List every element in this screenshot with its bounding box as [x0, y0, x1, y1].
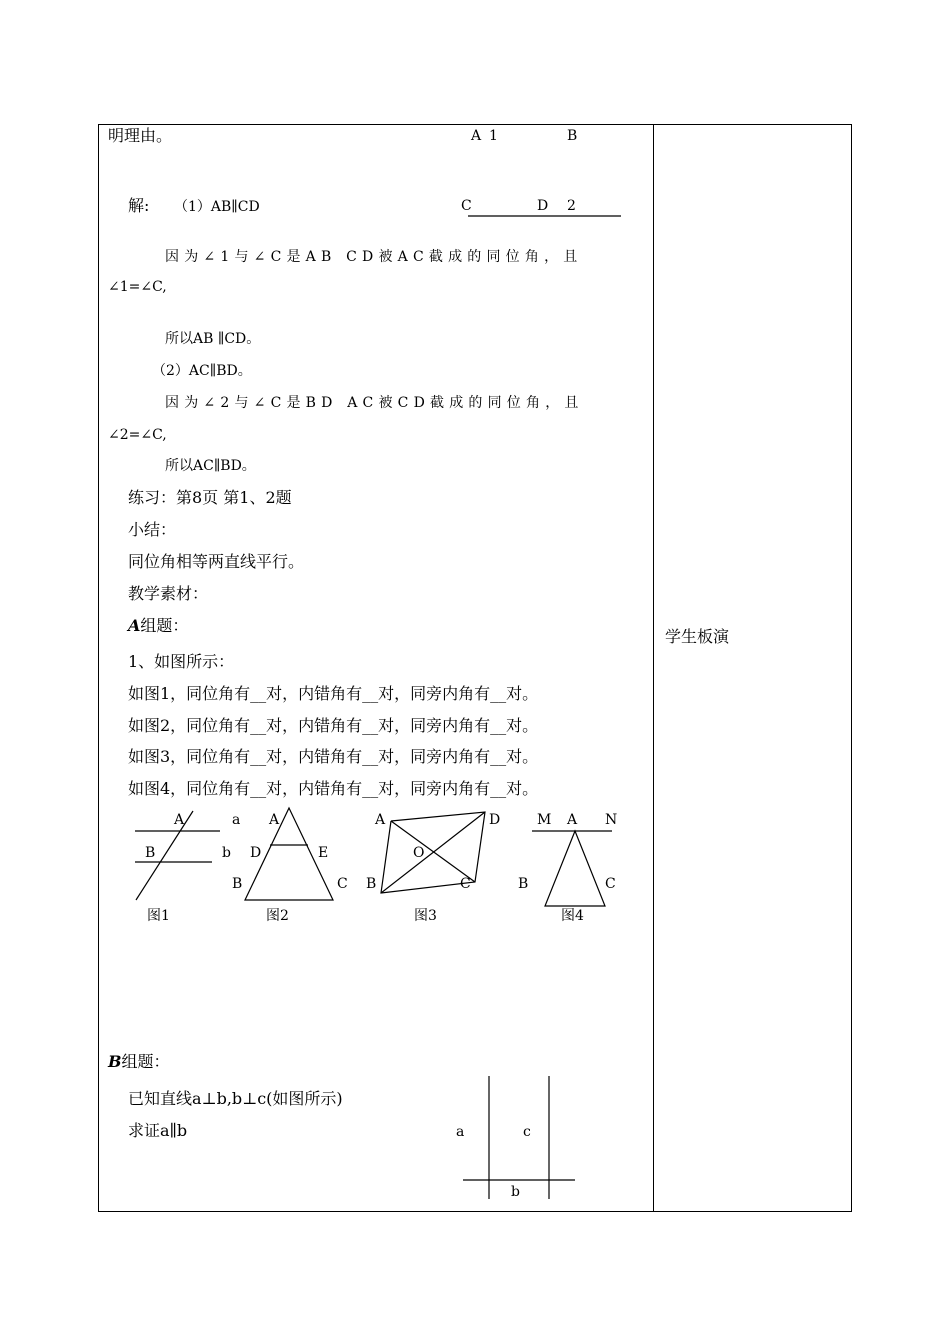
groupA-line-2: 如图2，同位角有__对，内错角有__对，同旁内角有__对。	[128, 716, 539, 735]
groupA-label: 组题：	[140, 616, 189, 635]
groupA-line-1: 如图1，同位角有__对，内错角有__对，同旁内角有__对。	[128, 684, 539, 703]
fig1-caption: 图1	[147, 908, 170, 924]
top-label-B: B	[567, 128, 578, 144]
reason2-line1: 因为∠2与∠C是BD AC被CD截成的同位角，且	[165, 395, 584, 411]
top-label-A: A	[471, 128, 482, 144]
groupA-line-4: 如图4，同位角有__对，内错角有__对，同旁内角有__对。	[128, 779, 539, 798]
reason1-line2: ∠1=∠C,	[108, 279, 167, 295]
fig4-label-A: A	[567, 812, 578, 828]
solution-label: 解:	[128, 196, 150, 215]
fig4-label-B: B	[518, 876, 529, 892]
intro-text: 明理由。	[108, 126, 173, 145]
top-label-2: 2	[567, 198, 576, 214]
fig2-caption: 图2	[266, 908, 289, 924]
fig4-label-M: M	[537, 812, 552, 828]
summary-text: 同位角相等两直线平行。	[128, 552, 305, 571]
reason2-line2: ∠2=∠C,	[108, 427, 167, 443]
top-label-1: 1	[489, 128, 498, 144]
fig2-label-D: D	[250, 845, 262, 861]
fig3-label-C: C	[460, 876, 471, 892]
materials-label: 教学素材：	[128, 584, 209, 603]
fig1-label-b: b	[222, 845, 231, 861]
top-label-D: D	[537, 198, 549, 214]
groupB-prove: 求证a∥b	[128, 1121, 188, 1140]
groupB-label-a: a	[456, 1124, 465, 1140]
groupB-label-b: b	[511, 1184, 520, 1200]
fig1-label-A: A	[174, 812, 185, 828]
fig2-label-A: A	[269, 812, 280, 828]
summary-label: 小结：	[128, 520, 177, 539]
fig3-caption: 图3	[414, 908, 437, 924]
fig2-label-C: C	[337, 876, 348, 892]
fig1-label-B: B	[145, 845, 156, 861]
part1-text: （1）AB∥CD	[174, 199, 260, 215]
fig2-label-B: B	[232, 876, 243, 892]
fig4-label-N: N	[605, 812, 618, 828]
practice-text: 练习：第8页 第1、2题	[128, 488, 292, 507]
fig3-label-D: D	[489, 812, 501, 828]
question-1: 1、如图所示：	[128, 652, 235, 671]
conclusion1: 所以AB ∥CD。	[165, 331, 261, 347]
fig4-caption: 图4	[561, 908, 584, 924]
conclusion2: 所以AC∥BD。	[165, 458, 256, 474]
fig2-label-E: E	[318, 845, 329, 861]
side-note: 学生板演	[665, 627, 730, 646]
groupB-given: 已知直线a⊥b,b⊥c(如图所示)	[128, 1089, 343, 1108]
groupA-letter: A	[128, 616, 141, 635]
groupA-line-3: 如图3，同位角有__对，内错角有__对，同旁内角有__对。	[128, 747, 539, 766]
fig4-label-C: C	[605, 876, 616, 892]
fig3-label-B: B	[366, 876, 377, 892]
fig4-triangle	[545, 831, 605, 906]
groupB-label-c: c	[523, 1124, 531, 1140]
part2-text: （2）AC∥BD。	[152, 363, 252, 379]
fig1-label-a: a	[232, 812, 241, 828]
fig3-label-O: O	[413, 845, 425, 861]
top-label-C: C	[461, 198, 472, 214]
fig3-label-A: A	[375, 812, 386, 828]
reason1-line1: 因为∠1与∠C是AB CD被AC截成的同位角，且	[165, 249, 583, 265]
groupB-label: 组题：	[121, 1052, 170, 1071]
groupB-letter: B	[108, 1052, 122, 1071]
